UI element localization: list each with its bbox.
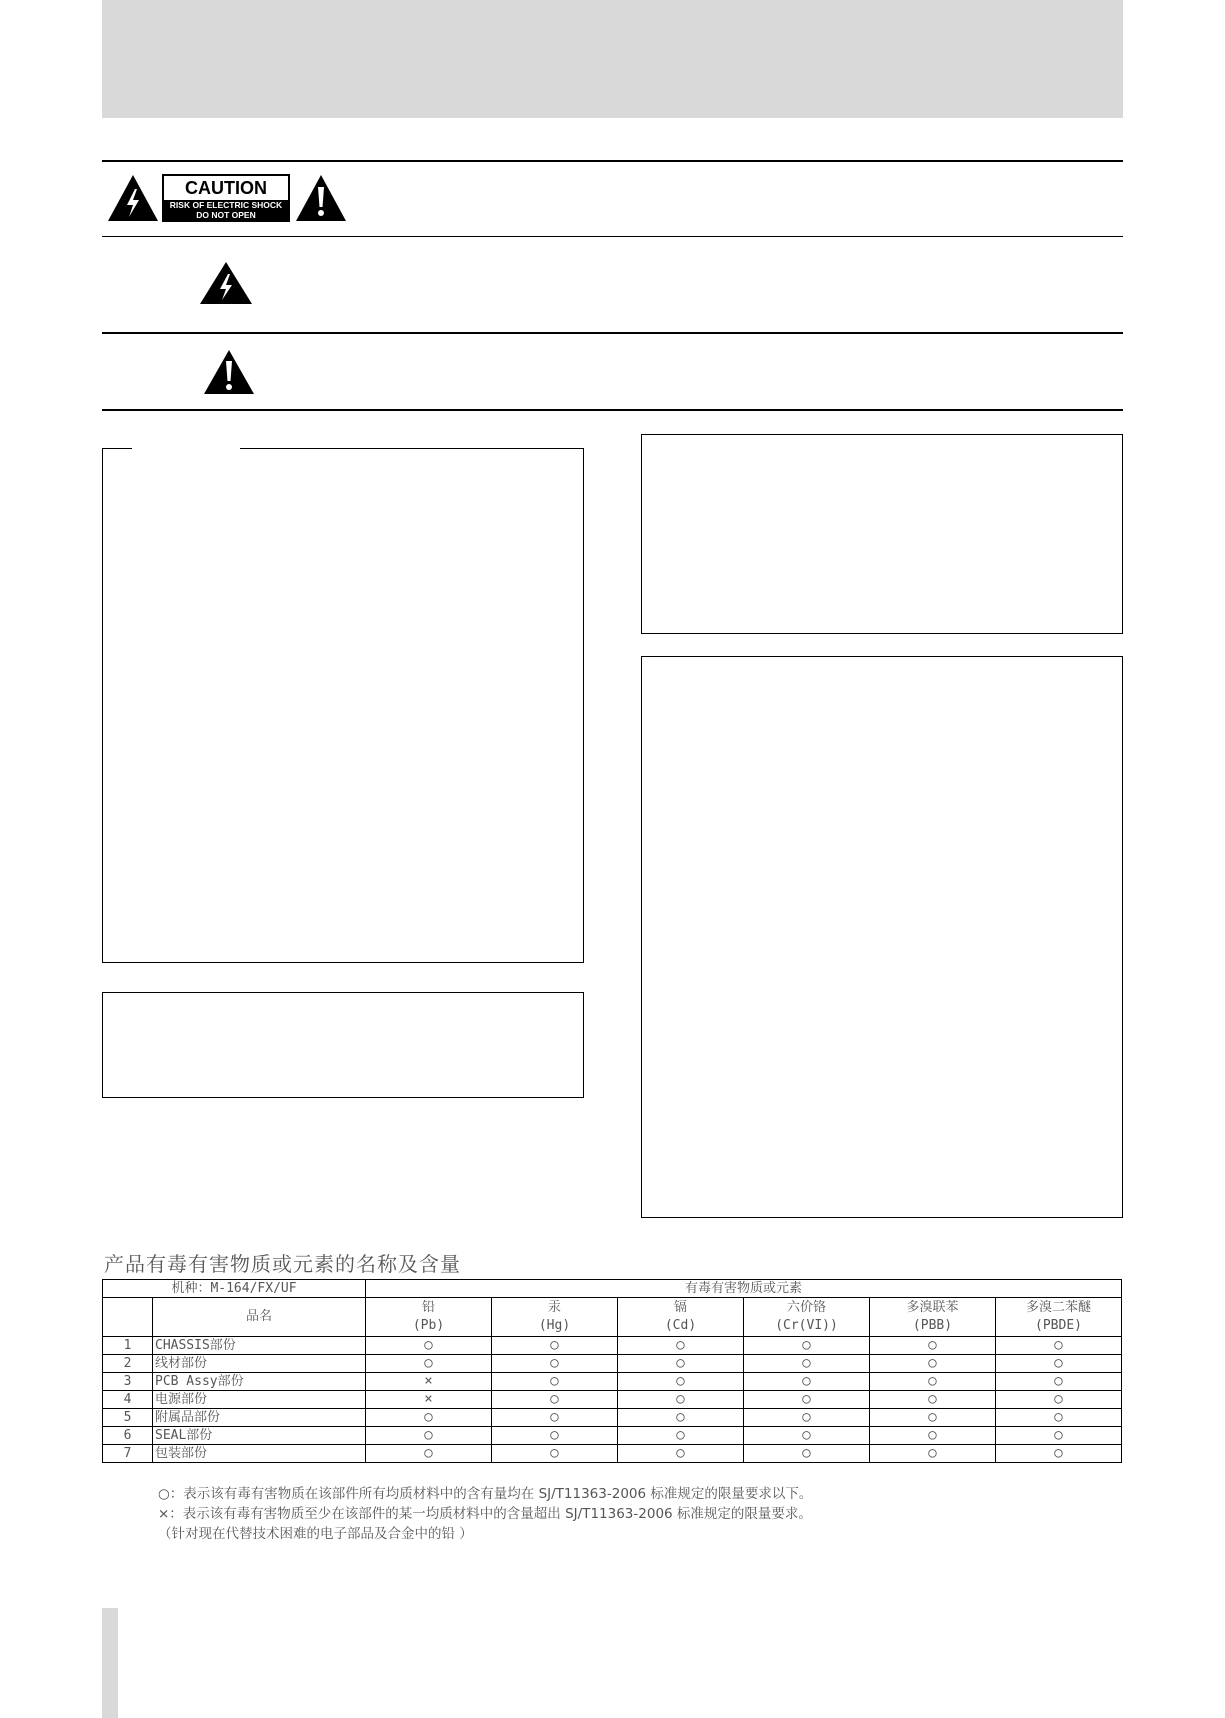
rohs-model: 机种：M-164/FX/UF xyxy=(103,1280,366,1298)
compliance-mark: ○ xyxy=(996,1337,1122,1355)
substance-symbol: (Pb) xyxy=(412,1318,445,1333)
substance-name: 铅 xyxy=(421,1300,435,1315)
compliance-mark: ○ xyxy=(744,1391,870,1409)
note-exemption: （针对现在代替技术困难的电子部品及合金中的铅 ） xyxy=(158,1526,473,1542)
compliance-mark: ○ xyxy=(618,1445,744,1463)
compliance-mark: ○ xyxy=(492,1355,618,1373)
part-name: 附属品部份 xyxy=(153,1409,366,1427)
part-name: SEAL部份 xyxy=(153,1427,366,1445)
compliance-mark: ○ xyxy=(744,1373,870,1391)
table-row xyxy=(103,1337,1122,1355)
substance-header xyxy=(492,1298,618,1337)
compliance-mark: ○ xyxy=(366,1445,492,1463)
compliance-mark: ○ xyxy=(492,1427,618,1445)
compliance-mark: ○ xyxy=(870,1337,996,1355)
row-number: 7 xyxy=(103,1445,153,1463)
caution-word: CAUTION xyxy=(185,178,267,198)
note-exceeds: ×：表示该有毒有害物质至少在该部件的某一均质材料中的含量超出 SJ/T11363-2006 标准规定的限量要求。 xyxy=(158,1506,812,1522)
rule-after-lightning xyxy=(102,332,1123,334)
substance-header xyxy=(366,1298,492,1337)
compliance-mark: ○ xyxy=(366,1427,492,1445)
right-top-box xyxy=(641,434,1123,634)
rohs-notes xyxy=(158,1484,812,1544)
table-row xyxy=(103,1373,1122,1391)
compliance-mark: ○ xyxy=(618,1373,744,1391)
part-name: 线材部份 xyxy=(153,1355,366,1373)
compliance-mark: ○ xyxy=(996,1355,1122,1373)
substance-symbol: (PBDE) xyxy=(1035,1318,1082,1333)
compliance-mark: ○ xyxy=(492,1445,618,1463)
compliance-mark: ○ xyxy=(618,1391,744,1409)
table-row xyxy=(103,1427,1122,1445)
substance-header xyxy=(618,1298,744,1337)
compliance-mark: ○ xyxy=(492,1373,618,1391)
substance-symbol: (PBB) xyxy=(912,1318,953,1333)
caution-label xyxy=(162,174,290,222)
substance-header xyxy=(744,1298,870,1337)
substance-header xyxy=(870,1298,996,1337)
part-name: 电源部份 xyxy=(153,1391,366,1409)
compliance-mark: ○ xyxy=(996,1427,1122,1445)
table-row xyxy=(103,1391,1122,1409)
page-side-band xyxy=(102,1608,118,1718)
rule-after-exclamation xyxy=(102,409,1123,411)
table-row xyxy=(103,1355,1122,1373)
left-box-heading-gap xyxy=(132,446,240,450)
rohs-blank-cell xyxy=(103,1298,153,1337)
rohs-title: 产品有毒有害物质或元素的名称及含量 xyxy=(104,1252,461,1276)
left-info-box xyxy=(102,448,584,963)
rule-top xyxy=(102,160,1123,162)
exclamation-symbol-icon xyxy=(202,348,256,396)
compliance-mark: ○ xyxy=(492,1337,618,1355)
compliance-mark: ○ xyxy=(618,1427,744,1445)
lightning-warning-icon xyxy=(106,173,160,223)
compliance-mark: ○ xyxy=(870,1391,996,1409)
compliance-mark: ○ xyxy=(618,1337,744,1355)
caution-line2: DO NOT OPEN xyxy=(196,210,256,220)
compliance-mark: × xyxy=(366,1373,492,1391)
lightning-symbol-icon xyxy=(198,260,254,306)
note-compliant: ○：表示该有毒有害物质在该部件所有均质材料中的含有量均在 SJ/T11363-2006 标准规定的限量要求以下。 xyxy=(158,1486,813,1502)
rohs-table xyxy=(102,1279,1122,1463)
compliance-mark: ○ xyxy=(744,1427,870,1445)
part-name: PCB Assy部份 xyxy=(153,1373,366,1391)
row-number: 4 xyxy=(103,1391,153,1409)
compliance-mark: ○ xyxy=(870,1373,996,1391)
compliance-mark: ○ xyxy=(492,1409,618,1427)
compliance-mark: ○ xyxy=(870,1409,996,1427)
table-row xyxy=(103,1445,1122,1463)
part-name: CHASSIS部份 xyxy=(153,1337,366,1355)
caution-line1: RISK OF ELECTRIC SHOCK xyxy=(169,200,283,210)
compliance-mark: ○ xyxy=(366,1337,492,1355)
compliance-mark: ○ xyxy=(744,1337,870,1355)
compliance-mark: ○ xyxy=(492,1391,618,1409)
compliance-mark: ○ xyxy=(366,1409,492,1427)
substance-symbol: (Cd) xyxy=(664,1318,697,1333)
substance-symbol: (Cr(VI)) xyxy=(775,1318,838,1333)
compliance-mark: ○ xyxy=(618,1355,744,1373)
row-number: 5 xyxy=(103,1409,153,1427)
compliance-mark: ○ xyxy=(744,1445,870,1463)
compliance-mark: × xyxy=(366,1391,492,1409)
compliance-mark: ○ xyxy=(870,1445,996,1463)
substance-name: 多溴联苯 xyxy=(906,1300,959,1315)
substance-name: 多溴二苯醚 xyxy=(1026,1300,1092,1315)
compliance-mark: ○ xyxy=(996,1373,1122,1391)
compliance-mark: ○ xyxy=(870,1355,996,1373)
compliance-mark: ○ xyxy=(996,1409,1122,1427)
right-large-box xyxy=(641,656,1123,1218)
compliance-mark: ○ xyxy=(996,1391,1122,1409)
substance-name: 汞 xyxy=(547,1300,561,1315)
header-band xyxy=(102,0,1123,118)
rohs-part-header: 品名 xyxy=(153,1298,366,1337)
substance-header xyxy=(996,1298,1122,1337)
row-number: 6 xyxy=(103,1427,153,1445)
left-small-box xyxy=(102,992,584,1098)
row-number: 2 xyxy=(103,1355,153,1373)
compliance-mark: ○ xyxy=(366,1355,492,1373)
substance-name: 六价铬 xyxy=(786,1300,826,1315)
substance-name: 镉 xyxy=(673,1300,687,1315)
table-row xyxy=(103,1409,1122,1427)
compliance-mark: ○ xyxy=(618,1409,744,1427)
rule-after-caution xyxy=(102,236,1123,237)
part-name: 包装部份 xyxy=(153,1445,366,1463)
rohs-header-row-2 xyxy=(103,1298,1122,1337)
row-number: 3 xyxy=(103,1373,153,1391)
caution-sub xyxy=(164,200,288,220)
compliance-mark: ○ xyxy=(870,1427,996,1445)
compliance-mark: ○ xyxy=(996,1445,1122,1463)
compliance-mark: ○ xyxy=(744,1409,870,1427)
rohs-header-row-1 xyxy=(103,1280,1122,1298)
exclamation-warning-icon xyxy=(294,173,348,223)
compliance-mark: ○ xyxy=(744,1355,870,1373)
row-number: 1 xyxy=(103,1337,153,1355)
rohs-group-header: 有毒有害物质或元素 xyxy=(366,1280,1122,1298)
substance-symbol: (Hg) xyxy=(538,1318,571,1333)
